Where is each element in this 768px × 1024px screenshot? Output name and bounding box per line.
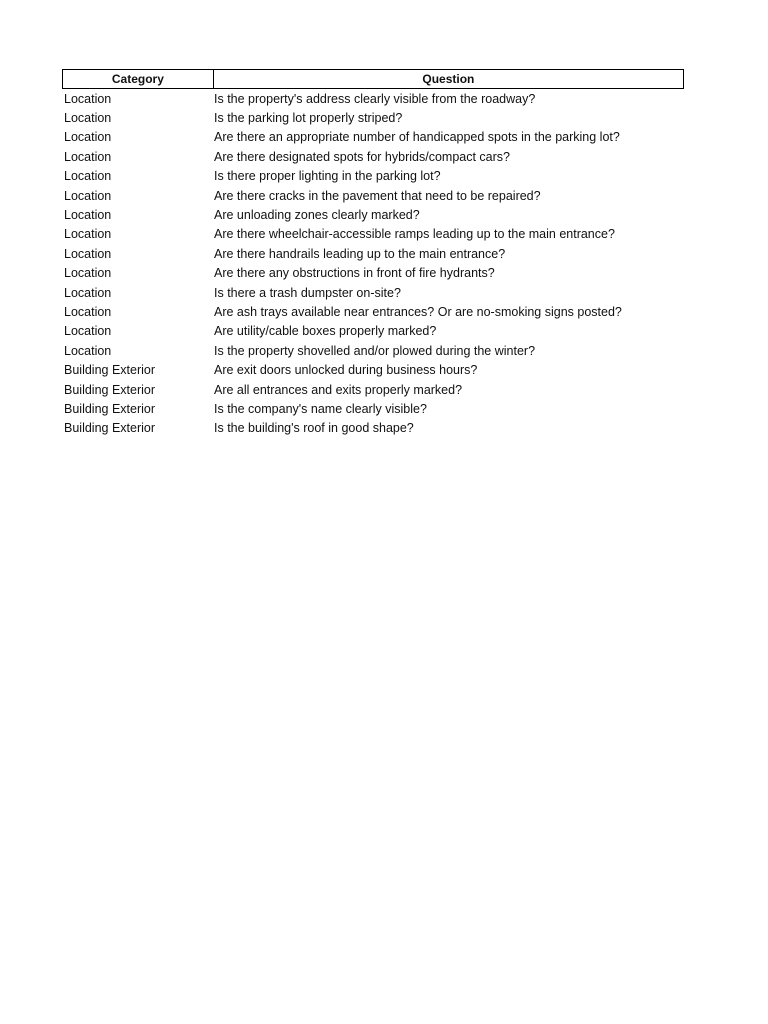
question-cell: Are all entrances and exits properly marked? [214,382,463,397]
table-row [62,302,684,321]
table-body [62,89,684,438]
question-cell: Are unloading zones clearly marked? [214,208,420,223]
category-cell: Building Exterior [64,382,156,397]
question-cell: Is the company's name clearly visible? [214,401,427,416]
table-row [62,360,684,379]
category-cell: Building Exterior [64,363,156,378]
question-cell: Are exit doors unlocked during business hours? [214,363,478,378]
category-cell: Building Exterior [64,401,156,416]
table-row [62,225,684,244]
question-cell: Are there wheelchair-accessible ramps leading up to the main entrance? [214,227,615,242]
table-row [62,89,684,108]
category-cell: Location [64,227,112,242]
question-cell: Are there an appropriate number of handicapped spots in the parking lot? [214,130,620,145]
category-cell: Building Exterior [64,421,156,436]
table-row [62,108,684,127]
table-row [62,322,684,341]
category-cell: Location [64,169,112,184]
category-cell: Location [64,208,112,223]
category-cell: Location [64,149,112,164]
question-cell: Are there any obstructions in front of fire hydrants? [214,266,495,281]
table-row [62,128,684,147]
table-header-row [62,69,684,89]
table-row [62,264,684,283]
table-row [62,283,684,302]
table-row [62,205,684,224]
category-cell: Location [64,343,112,358]
question-cell: Are there designated spots for hybrids/compact cars? [214,149,510,164]
category-cell: Location [64,324,112,339]
category-cell: Location [64,304,112,319]
question-cell: Are there cracks in the pavement that need to be repaired? [214,188,541,203]
question-cell: Is the property shovelled and/or plowed during the winter? [214,343,536,358]
column-header-question: Question [422,72,475,86]
question-cell: Is the property's address clearly visible from the roadway? [214,91,536,106]
category-cell: Location [64,91,112,106]
checklist-table [62,69,684,438]
category-cell: Location [64,111,112,126]
question-cell: Are ash trays available near entrances? Or are no-smoking signs posted? [214,304,622,319]
question-cell: Is the building's roof in good shape? [214,421,414,436]
category-cell: Location [64,285,112,300]
category-cell: Location [64,130,112,145]
table-row [62,244,684,263]
table-row [62,419,684,438]
table-row [62,380,684,399]
table-row [62,147,684,166]
question-cell: Is there a trash dumpster on-site? [214,285,401,300]
category-cell: Location [64,266,112,281]
table-row [62,399,684,418]
category-cell: Location [64,188,112,203]
table-row [62,341,684,360]
question-cell: Is the parking lot properly striped? [214,111,403,126]
table-row [62,167,684,186]
question-cell: Are utility/cable boxes properly marked? [214,324,437,339]
table-row [62,186,684,205]
column-header-category: Category [63,70,214,88]
category-cell: Location [64,246,112,261]
question-cell: Is there proper lighting in the parking lot? [214,169,441,184]
question-cell: Are there handrails leading up to the main entrance? [214,246,506,261]
